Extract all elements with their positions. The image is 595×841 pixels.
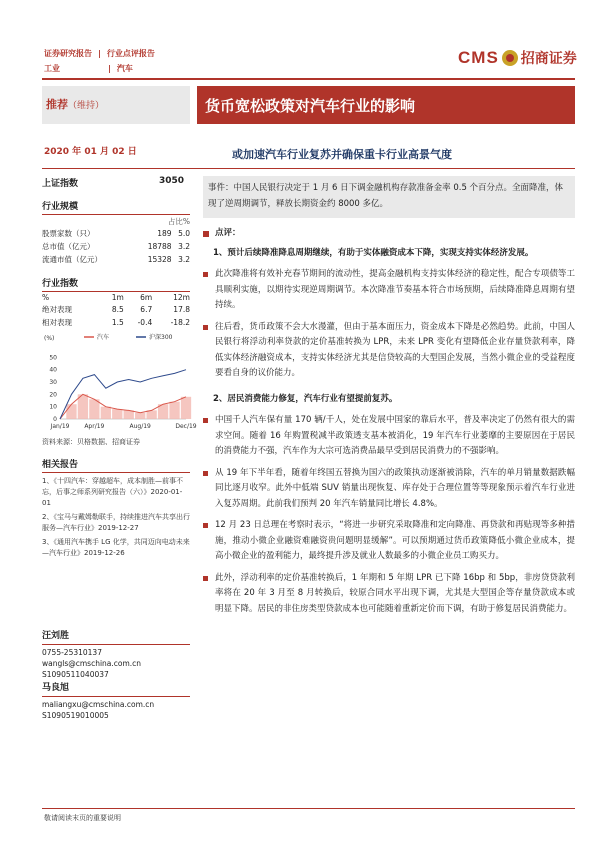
table-row xyxy=(42,240,190,253)
y-tick-label: 10 xyxy=(49,403,57,411)
paragraph xyxy=(203,466,575,513)
table-row xyxy=(42,253,190,266)
company-logo xyxy=(458,48,577,68)
area-bar-mark xyxy=(112,409,122,419)
analyst-cert: S1090511040037 xyxy=(42,670,109,679)
square-bullet-icon xyxy=(203,523,208,528)
performance-chart-svg xyxy=(42,331,197,433)
index-label: 上证指数 xyxy=(42,179,79,189)
event-summary: 事件：中国人民银行决定于 1 月 6 日下调金融机构存款准备金率 0.5 个百分点。全面降准，体现了逆周期调节，释放长期资金约 8000 多亿。 xyxy=(203,176,575,218)
square-bullet-icon xyxy=(203,418,208,423)
logo-cn-text: 招商证券 xyxy=(520,51,577,67)
rating-note: （维持） xyxy=(68,101,105,111)
area-bar-mark xyxy=(66,404,76,419)
related-divider xyxy=(42,472,190,473)
y-axis-label: (%) xyxy=(44,335,55,342)
perf-table xyxy=(42,292,190,329)
col-header: % xyxy=(42,293,50,302)
paragraph xyxy=(203,518,575,565)
performance-chart xyxy=(42,331,197,433)
x-tick-label: Dec/19 xyxy=(175,423,197,430)
logo-cms-text: CMS xyxy=(458,48,499,67)
report-subcategory: 行业点评报告 xyxy=(106,49,155,58)
chart-source: 资料来源：贝格数据、招商证券 xyxy=(42,438,140,446)
row-label: 总市值（亿元） xyxy=(42,242,95,251)
report-date: 2020 年 01 月 02 日 xyxy=(44,147,137,157)
col-header: 1m xyxy=(111,293,124,302)
row-value: 18788 xyxy=(147,242,172,251)
table-row xyxy=(42,227,190,240)
paragraph-text: 此次降准将有效补充春节期间的流动性，提高金融机构支持实体经济的稳定性，配合专项债等工具顺利实施，以期待实现逆周期调节。本次降准节奏基本符合市场预期，后续降准降息周期有望持续。 xyxy=(215,269,575,310)
table-header-row xyxy=(42,292,190,303)
logo-mark-icon xyxy=(502,50,518,66)
row-label: 相对表现 xyxy=(42,318,72,327)
points-heading xyxy=(203,226,575,242)
analyst-divider xyxy=(42,644,190,645)
y-tick-label: 20 xyxy=(49,391,57,399)
paragraph-text: 此外，浮动利率的定价基准转换后，1 年期和 5 年期 LPR 已下降 16bp 和 5bp，非房贷贷款利率将在 20 年 3 月至 8 月转换后，较原合同水平出现下调，尤其是大型国企等存量贷款成本或明显下降。居民的非住房类型贷款成本也可能随着重新定价而下调，有助于修复居民消费能力。 xyxy=(215,572,575,614)
row-value: 1.5 xyxy=(111,318,124,327)
x-tick-label: Apr/19 xyxy=(84,423,105,430)
related-report-link[interactable]: 2、《宝马与戴姆勒联手，持续推进汽车共享出行服务—汽车行业》2019-12-27 xyxy=(42,513,190,532)
analyst-info xyxy=(42,628,190,721)
related-title: 相关报告 xyxy=(42,460,79,470)
paragraph xyxy=(203,413,575,460)
square-bullet-icon xyxy=(203,576,208,581)
index-value: 3050 xyxy=(158,176,184,186)
scale-title: 行业规模 xyxy=(42,202,79,212)
paragraph-text: 12 月 23 日总理在考察时表示，“将进一步研究采取降准和定向降准、再贷款和再贴现等多种措施，推动小微企业融资难融资贵问题明显缓解”。可以预期通过货币政策降低小微企业成本，提高小微企业的盈利能力，最终提升涉及就业人数最多的小微企业员工购买力。 xyxy=(215,520,575,561)
row-value: 17.8 xyxy=(173,305,190,314)
bullet-icon xyxy=(203,231,209,237)
square-bullet-icon xyxy=(203,325,208,330)
section-heading: 1、预计后续降准降息周期继续，有助于实体融资成本下降，实现支持实体经济发展。 xyxy=(213,247,534,258)
row-pct: 3.2 xyxy=(178,242,190,251)
col-header: 12m xyxy=(173,293,190,302)
analyst-cert: S1090519010005 xyxy=(42,711,109,720)
related-reports xyxy=(42,476,190,559)
analyst-phone: 0755-25310137 xyxy=(42,648,102,657)
analyst-email[interactable]: wangls@cmschina.com.cn xyxy=(42,659,142,668)
square-bullet-icon xyxy=(203,272,208,277)
market-index xyxy=(42,176,190,189)
y-tick-label: 0 xyxy=(53,416,57,423)
square-bullet-icon xyxy=(203,471,208,476)
report-subtitle: 或加速汽车行业复苏并确保重卡行业高景气度 xyxy=(232,148,452,161)
report-type-header: 证券研究报告 | 行业点评报告 工业 | 汽车 xyxy=(44,49,155,73)
row-value: 8.5 xyxy=(111,305,124,314)
y-tick-label: 50 xyxy=(49,354,57,362)
row-label: 股票家数（只） xyxy=(42,229,95,238)
row-value: 6.7 xyxy=(140,305,153,314)
report-title: 货币宽松政策对汽车行业的影响 xyxy=(197,86,575,124)
scale-pct-header: 占比% xyxy=(167,217,190,226)
scale-divider xyxy=(42,214,190,215)
y-tick-label: 40 xyxy=(49,366,57,374)
points-label: 点评： xyxy=(215,228,241,238)
row-pct: 5.0 xyxy=(178,229,190,238)
main-content xyxy=(203,226,575,623)
sidebar xyxy=(42,176,197,559)
legend-label: 汽车 xyxy=(97,334,110,341)
section-heading: 2、居民消费能力修复，汽车行业有望提前复苏。 xyxy=(213,393,398,404)
report-category: 证券研究报告 xyxy=(44,49,92,58)
analyst-email[interactable]: maliangxu@cmschina.com.cn xyxy=(42,700,155,709)
header-divider xyxy=(42,78,575,80)
row-value: 15328 xyxy=(147,255,172,264)
perf-title: 行业指数 xyxy=(42,279,79,289)
table-row xyxy=(42,316,190,329)
y-tick-label: 30 xyxy=(49,379,57,386)
paragraph xyxy=(203,267,575,314)
legend-label: 沪深300 xyxy=(149,334,173,341)
paragraph xyxy=(203,320,575,382)
area-bar-mark xyxy=(181,397,191,419)
analyst-name: 马良旭 xyxy=(42,683,70,693)
row-label: 绝对表现 xyxy=(42,305,72,314)
x-tick-label: Aug/19 xyxy=(129,423,151,430)
paragraph xyxy=(203,571,575,618)
row-label: 流通市值（亿元） xyxy=(42,255,102,264)
sector: 工业 xyxy=(44,64,60,73)
x-tick-label: Jan/19 xyxy=(50,423,70,430)
area-bar-mark xyxy=(89,399,99,419)
footer-divider xyxy=(42,808,575,809)
area-bar-mark xyxy=(135,413,145,419)
analyst-name: 汪刘胜 xyxy=(42,631,70,641)
area-bar-mark xyxy=(101,407,111,419)
title-bar xyxy=(42,86,575,124)
paragraph-text: 中国千人汽车保有量 170 辆/千人，处在发展中国家的靠后水平，普及率决定了仍然有很大的需求空间。随着 16 年购置税减半政策透支基本被消化，19 年汽车行业萎靡的主要原因在于居民的消费能力不强，汽车作为大宗可选消费品最早受到居民消费力的不强影响。 xyxy=(215,415,575,456)
area-bar-mark xyxy=(169,402,179,419)
table-row xyxy=(42,303,190,316)
row-pct: 3.2 xyxy=(178,255,190,264)
subtitle-divider xyxy=(42,168,575,169)
paragraph-text: 往后看，货币政策不会大水漫灌，但由于基本面压力，资金成本下降是必然趋势。此前，中国人民银行将浮动利率贷款的定价基准转换为 LPR，未来 LPR 变化有望降低企业存量贷款利率，降低实体经济融资成本，支持实体经济尤其是信贷较高的大型国企发展，当然小微企业的受益程度要看自身的议价能力。 xyxy=(215,321,575,378)
row-value: -0.4 xyxy=(137,318,153,327)
paragraph-text: 从 19 年下半年看，随着年终国五替换为国六的政策执动逐渐被消除，汽车的单月销量数据跌幅同比逐月收窄。此外中低端 SUV 销量出现恢复、库存处于合理位置等等现象预示着汽车行业进入复苏周期。此前我们预判 20 年汽车销量同比增长 4.8%。 xyxy=(215,467,575,509)
scale-table xyxy=(42,227,190,266)
related-report-link[interactable]: 3、《通用汽车携手 LG 化学，共同迈向电动未来—汽车行业》2019-12-26 xyxy=(42,538,190,557)
rating-box xyxy=(42,86,190,124)
col-header: 6m xyxy=(140,293,153,302)
industry: 汽车 xyxy=(116,64,133,73)
footer-note: 敬请阅读末页的重要说明 xyxy=(44,814,121,822)
row-value: -18.2 xyxy=(170,318,190,327)
rating: 推荐 xyxy=(46,98,68,111)
related-report-link[interactable]: 1、《十四汽车：穿越超车，成本制胜—前事不忘，后事之师系列研究报告（六）》2020-01-01 xyxy=(42,477,183,507)
row-value: 189 xyxy=(157,229,172,238)
analyst-divider xyxy=(42,696,190,697)
